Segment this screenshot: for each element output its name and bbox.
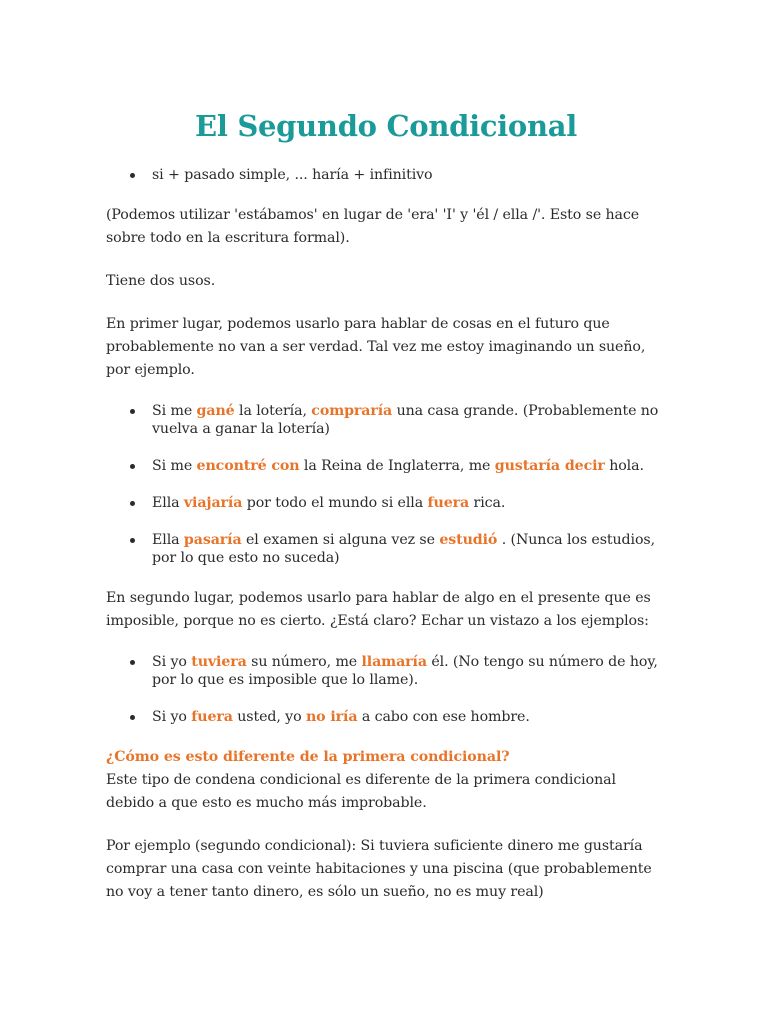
example-text: rica. xyxy=(469,495,506,511)
second-use-paragraph: En segundo lugar, podemos usarlo para hablar de algo en el presente que es imposible, porque no es cierto. ¿Está claro? Echar un vistazo a los ejemplos: xyxy=(106,590,651,629)
example-item xyxy=(106,457,666,475)
first-use-paragraph: En primer lugar, podemos usarlo para hablar de cosas en el futuro que probablemente no van a ser verdad. Tal vez me estoy imaginando un sueño, por ejemplo. xyxy=(106,316,646,378)
highlighted-verb: tuviera xyxy=(191,654,247,670)
example-text: a cabo con ese hombre. xyxy=(357,709,530,725)
example-text: él. (No tengo su número de hoy, por lo que es imposible que lo llame). xyxy=(152,654,658,688)
highlighted-verb: no iría xyxy=(305,709,358,725)
example-text: . (Nunca los estudios, por lo que esto no suceda) xyxy=(152,532,655,566)
example-text: por todo el mundo si ella xyxy=(242,495,428,511)
example-item xyxy=(106,494,666,512)
difference-paragraph: Este tipo de condena condicional es diferente de la primera condicional debido a que esto es mucho más improbable. xyxy=(106,772,616,811)
example-item xyxy=(106,653,666,689)
example-text: Ella xyxy=(152,495,184,511)
bullet-icon xyxy=(130,173,135,178)
note-paragraph: (Podemos utilizar 'estábamos' en lugar de 'era' 'I' y 'él / ella /'. Esto se hace sobre todo en la escritura formal). xyxy=(106,207,640,246)
example-text: usted, yo xyxy=(232,709,306,725)
present-examples-list xyxy=(106,653,666,726)
example-text: su número, me xyxy=(246,654,362,670)
example-text: Si me xyxy=(152,403,197,419)
bullet-icon xyxy=(130,501,135,506)
future-examples-list xyxy=(106,402,666,567)
highlighted-verb: llamaría xyxy=(361,654,427,670)
bullet-icon xyxy=(130,538,135,543)
formula-list xyxy=(106,166,666,184)
highlighted-verb: encontré con xyxy=(196,458,300,474)
formula-text: si + pasado simple, ... haría + infinitivo xyxy=(152,167,433,183)
example-text: la Reina de Inglaterra, me xyxy=(299,458,495,474)
example-item xyxy=(106,531,666,567)
example-text: Ella xyxy=(152,532,184,548)
example-paragraph: Por ejemplo (segundo condicional): Si tuviera suficiente dinero me gustaría comprar una casa con veinte habitaciones y una piscina (que probablemente no voy a tener tanto dinero, es sólo un sueño, no es muy real) xyxy=(106,838,652,900)
example-item xyxy=(106,402,666,438)
difference-subheading: ¿Cómo es esto diferente de la primera condicional? xyxy=(106,749,510,765)
example-text: Si me xyxy=(152,458,197,474)
highlighted-verb: compraría xyxy=(311,403,393,419)
example-text: Si yo xyxy=(152,654,192,670)
example-item xyxy=(106,708,666,726)
highlighted-verb: pasaría xyxy=(183,532,242,548)
highlighted-verb: fuera xyxy=(191,709,233,725)
highlighted-verb: estudió xyxy=(439,532,498,548)
highlighted-verb: viajaría xyxy=(183,495,243,511)
uses-paragraph: Tiene dos usos. xyxy=(106,273,216,289)
example-text: la lotería, xyxy=(234,403,312,419)
document-page xyxy=(106,100,666,924)
bullet-icon xyxy=(130,660,135,665)
page-title: El Segundo Condicional xyxy=(195,109,577,143)
bullet-icon xyxy=(130,464,135,469)
example-text: Si yo xyxy=(152,709,192,725)
example-text: hola. xyxy=(604,458,644,474)
highlighted-verb: gané xyxy=(196,403,235,419)
highlighted-verb: gustaría decir xyxy=(494,458,605,474)
formula-item xyxy=(106,166,666,184)
bullet-icon xyxy=(130,409,135,414)
bullet-icon xyxy=(130,715,135,720)
example-text: el examen si alguna vez se xyxy=(241,532,440,548)
highlighted-verb: fuera xyxy=(427,495,470,511)
example-text: una casa grande. (Probablemente no vuelva a ganar la lotería) xyxy=(152,403,659,437)
